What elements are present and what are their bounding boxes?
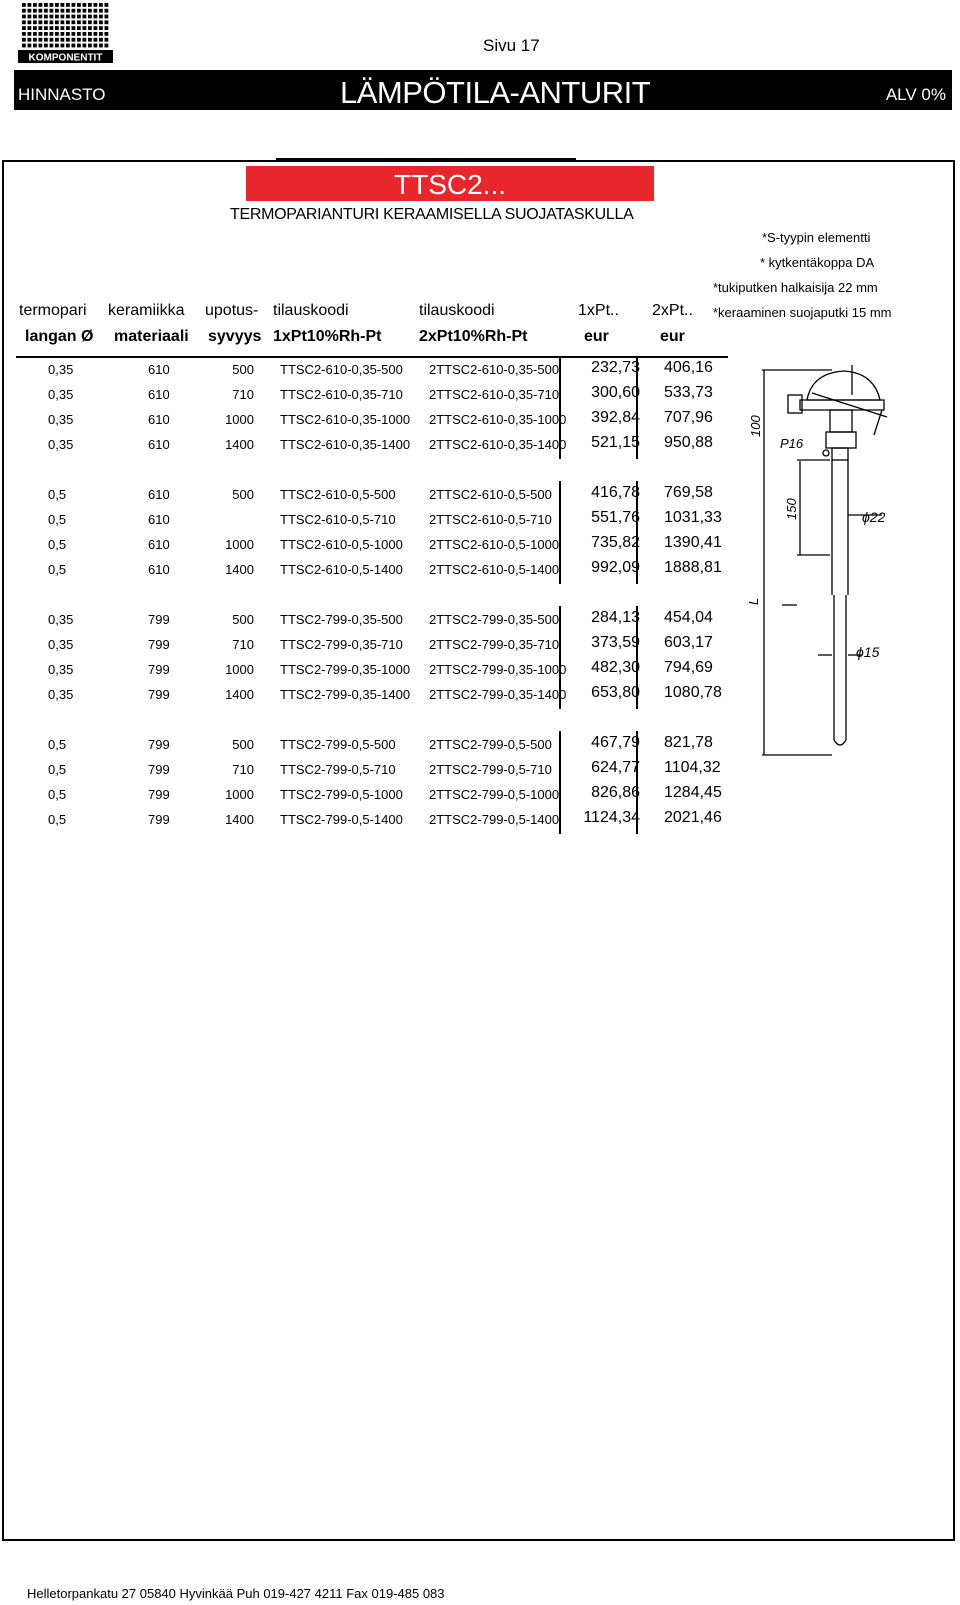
logo-dot — [72, 3, 76, 7]
logo-dot — [99, 15, 103, 19]
ceramic-material-cell: 799 — [148, 612, 170, 627]
logo-dot — [88, 20, 92, 24]
logo-dot — [39, 44, 43, 48]
logo-dot — [39, 26, 43, 30]
logo-dot — [83, 3, 87, 7]
logo-dot — [72, 32, 76, 36]
table-row — [0, 731, 760, 756]
logo-dot — [105, 44, 109, 48]
col-subheader-price2: eur — [660, 328, 685, 345]
logo-dot — [99, 20, 103, 24]
logo-dot — [28, 38, 32, 42]
ceramic-material-cell: 799 — [148, 737, 170, 752]
logo-dot — [44, 26, 48, 30]
price-double-cell: 454,04 — [664, 609, 713, 626]
logo-text: KOMPONENTIT — [28, 52, 103, 64]
logo-dot — [33, 9, 37, 13]
wire-diameter-cell: 0,35 — [48, 362, 74, 377]
insertion-depth-cell: 710 — [232, 762, 254, 777]
ceramic-material-cell: 610 — [148, 362, 170, 377]
table-row — [0, 606, 760, 631]
logo-dot — [61, 44, 65, 48]
logo-dot — [44, 9, 48, 13]
logo-dot — [88, 32, 92, 36]
order-code-single-cell: TTSC2-610-0,35-710 — [280, 387, 403, 402]
order-code-single-cell: TTSC2-610-0,5-1000 — [280, 537, 403, 552]
logo-dot — [28, 15, 32, 19]
logo-dot — [72, 15, 76, 19]
col-header-code2: tilauskoodi — [419, 302, 495, 319]
table-row — [0, 531, 760, 556]
logo-dot — [33, 3, 37, 7]
price-double-cell: 950,88 — [664, 434, 713, 451]
logo-dot — [33, 38, 37, 42]
insertion-depth-cell: 500 — [232, 737, 254, 752]
logo-dot — [55, 26, 59, 30]
logo-dot — [99, 38, 103, 42]
note-connection-head: * kytkentäkoppa DA — [760, 255, 875, 270]
logo-dot — [83, 26, 87, 30]
order-code-double-cell: 2TTSC2-610-0,5-1400 — [429, 562, 560, 577]
price-single-cell: 467,79 — [591, 734, 640, 751]
table-row — [0, 481, 760, 506]
logo-dot — [72, 9, 76, 13]
order-code-single-cell: TTSC2-610-0,5-500 — [280, 487, 396, 502]
logo-dot — [50, 26, 54, 30]
col-subheader-code2: 2xPt10%Rh-Pt — [419, 328, 528, 345]
logo-dot — [33, 26, 37, 30]
logo-dot — [55, 3, 59, 7]
order-code-single-cell: TTSC2-610-0,35-1400 — [280, 437, 411, 452]
logo-dot — [33, 15, 37, 19]
order-code-double-cell: 2TTSC2-799-0,35-710 — [429, 637, 560, 652]
table-row — [0, 781, 760, 806]
logo-dot — [77, 32, 81, 36]
order-code-single-cell: TTSC2-799-0,35-710 — [280, 637, 403, 652]
ceramic-material-cell: 799 — [148, 762, 170, 777]
logo-dot — [72, 20, 76, 24]
logo-dot — [39, 32, 43, 36]
logo-dot — [83, 38, 87, 42]
table-row — [0, 556, 760, 581]
order-code-single-cell: TTSC2-799-0,35-1400 — [280, 687, 411, 702]
logo-dot — [61, 20, 65, 24]
ceramic-material-cell: 799 — [148, 687, 170, 702]
price-double-cell: 1080,78 — [664, 684, 722, 701]
logo-dot — [28, 32, 32, 36]
dim-label-100: 100 — [748, 415, 763, 437]
logo-dot — [83, 44, 87, 48]
logo-dot — [94, 3, 98, 7]
price-double-cell: 707,96 — [664, 409, 713, 426]
company-logo — [18, 0, 113, 66]
table-row — [0, 656, 760, 681]
price-double-cell: 1284,45 — [664, 784, 722, 801]
order-code-single-cell: TTSC2-610-0,35-1000 — [280, 412, 411, 427]
logo-dot — [22, 32, 26, 36]
dim-label-l: L — [746, 597, 761, 605]
insertion-depth-cell: 500 — [232, 487, 254, 502]
price-single-cell: 392,84 — [591, 409, 640, 426]
price-double-cell: 2021,46 — [664, 809, 722, 826]
ceramic-material-cell: 799 — [148, 812, 170, 827]
order-code-single-cell: TTSC2-799-0,5-710 — [280, 762, 396, 777]
ceramic-material-cell: 610 — [148, 437, 170, 452]
col-subheader-wire: langan Ø — [25, 328, 94, 345]
price-double-cell: 533,73 — [664, 384, 713, 401]
logo-dot — [105, 38, 109, 42]
order-code-double-cell: 2TTSC2-799-0,5-1000 — [429, 787, 560, 802]
logo-dot — [50, 44, 54, 48]
ceramic-material-cell: 799 — [148, 662, 170, 677]
logo-dot — [66, 44, 70, 48]
insertion-depth-cell: 1000 — [225, 787, 254, 802]
logo-dot — [72, 26, 76, 30]
logo-dot — [39, 9, 43, 13]
logo-dot — [28, 9, 32, 13]
price-single-cell: 826,86 — [591, 784, 640, 801]
insertion-depth-cell: 1000 — [225, 412, 254, 427]
logo-dot — [94, 32, 98, 36]
table-row — [0, 806, 760, 831]
logo-dot — [22, 15, 26, 19]
logo-dot — [94, 9, 98, 13]
logo-dot — [77, 20, 81, 24]
logo-dot — [99, 32, 103, 36]
note-element-type: *S-tyypin elementti — [762, 230, 871, 245]
ceramic-material-cell: 610 — [148, 562, 170, 577]
price-single-cell: 482,30 — [591, 659, 640, 676]
logo-dot — [66, 9, 70, 13]
ceramic-material-cell: 610 — [148, 387, 170, 402]
logo-dot — [55, 20, 59, 24]
price-single-cell: 284,13 — [591, 609, 640, 626]
logo-dot — [88, 38, 92, 42]
logo-dot — [105, 3, 109, 7]
logo-dot — [61, 9, 65, 13]
price-single-cell: 521,15 — [591, 434, 640, 451]
logo-dot — [44, 38, 48, 42]
logo-dot — [99, 9, 103, 13]
logo-dot — [44, 44, 48, 48]
price-double-cell: 603,17 — [664, 634, 713, 651]
logo-dot — [50, 3, 54, 7]
ceramic-material-cell: 610 — [148, 512, 170, 527]
logo-dot — [88, 3, 92, 7]
logo-dot — [61, 26, 65, 30]
logo-dot — [94, 38, 98, 42]
col-subheader-ceramic: materiaali — [114, 328, 189, 345]
logo-dot — [66, 3, 70, 7]
order-code-double-cell: 2TTSC2-799-0,35-1400 — [429, 687, 567, 702]
order-code-single-cell: TTSC2-610-0,5-1400 — [280, 562, 403, 577]
logo-dot — [55, 9, 59, 13]
logo-dot — [44, 32, 48, 36]
col-header-price2: 2xPt.. — [652, 302, 693, 319]
logo-dot — [44, 20, 48, 24]
logo-dot — [77, 44, 81, 48]
logo-dot — [105, 32, 109, 36]
price-single-cell: 653,80 — [591, 684, 640, 701]
wire-diameter-cell: 0,5 — [48, 537, 67, 552]
price-single-cell: 300,60 — [591, 384, 640, 401]
wire-diameter-cell: 0,5 — [48, 762, 67, 777]
logo-dot — [83, 15, 87, 19]
logo-dot — [94, 15, 98, 19]
logo-dot — [77, 3, 81, 7]
logo-dot — [105, 9, 109, 13]
wire-diameter-cell: 0,5 — [48, 562, 67, 577]
logo-dot — [44, 3, 48, 7]
dim-label-d22: ϕ22 — [862, 509, 886, 525]
logo-dot — [50, 15, 54, 19]
col-subheader-price1: eur — [584, 328, 609, 345]
insertion-depth-cell: 1400 — [225, 562, 254, 577]
order-code-single-cell: TTSC2-799-0,35-1000 — [280, 662, 411, 677]
logo-dot — [44, 15, 48, 19]
page-number: Sivu 17 — [483, 36, 540, 55]
logo-dot — [66, 15, 70, 19]
logo-dot — [66, 32, 70, 36]
ceramic-material-cell: 610 — [148, 537, 170, 552]
dim-label-150: 150 — [784, 498, 799, 520]
price-single-cell: 1124,34 — [583, 809, 640, 826]
logo-dot — [39, 20, 43, 24]
logo-dot — [94, 44, 98, 48]
ceramic-material-cell: 610 — [148, 412, 170, 427]
header-bar — [14, 70, 952, 110]
order-code-double-cell: 2TTSC2-610-0,5-500 — [429, 487, 552, 502]
order-code-double-cell: 2TTSC2-610-0,35-1000 — [429, 412, 567, 427]
insertion-depth-cell: 1400 — [225, 687, 254, 702]
logo-dot — [22, 26, 26, 30]
price-double-cell: 821,78 — [664, 734, 713, 751]
table-row — [0, 756, 760, 781]
logo-dot — [22, 3, 26, 7]
logo-dot — [39, 15, 43, 19]
table-row — [0, 356, 760, 381]
price-double-cell: 769,58 — [664, 484, 713, 501]
insertion-depth-cell: 1400 — [225, 812, 254, 827]
price-double-cell: 1031,33 — [664, 509, 722, 526]
logo-dot — [77, 9, 81, 13]
wire-diameter-cell: 0,35 — [48, 662, 74, 677]
order-code-single-cell: TTSC2-799-0,5-1400 — [280, 812, 403, 827]
logo-dot — [99, 26, 103, 30]
logo-dot — [55, 15, 59, 19]
wire-diameter-cell: 0,5 — [48, 512, 67, 527]
ceramic-material-cell: 610 — [148, 487, 170, 502]
wire-diameter-cell: 0,5 — [48, 487, 67, 502]
product-code-banner: TTSC2... — [246, 166, 654, 201]
page-title: LÄMPÖTILA-ANTURIT — [340, 75, 651, 110]
price-single-cell: 232,73 — [591, 359, 640, 376]
logo-dot — [94, 26, 98, 30]
logo-dot — [105, 15, 109, 19]
logo-dot — [88, 44, 92, 48]
logo-dot — [61, 15, 65, 19]
wire-diameter-cell: 0,5 — [48, 812, 67, 827]
logo-dot — [33, 20, 37, 24]
col-header-depth: upotus- — [205, 302, 259, 319]
logo-dot — [39, 38, 43, 42]
logo-dot — [94, 20, 98, 24]
order-code-single-cell: TTSC2-799-0,5-1000 — [280, 787, 403, 802]
wire-diameter-cell: 0,35 — [48, 612, 74, 627]
logo-dot — [28, 26, 32, 30]
logo-dot — [66, 26, 70, 30]
insertion-depth-cell: 1000 — [225, 537, 254, 552]
order-code-double-cell: 2TTSC2-610-0,35-710 — [429, 387, 560, 402]
order-code-double-cell: 2TTSC2-799-0,5-1400 — [429, 812, 560, 827]
header-left-label: HINNASTO — [18, 85, 106, 104]
logo-dot — [88, 15, 92, 19]
col-header-ceramic: keramiikka — [108, 302, 185, 319]
price-single-cell: 416,78 — [591, 484, 640, 501]
order-code-double-cell: 2TTSC2-610-0,5-710 — [429, 512, 552, 527]
logo-dot — [88, 9, 92, 13]
logo-dot — [28, 3, 32, 7]
order-code-double-cell: 2TTSC2-610-0,5-1000 — [429, 537, 560, 552]
price-double-cell: 406,16 — [664, 359, 713, 376]
logo-dot — [28, 44, 32, 48]
price-double-cell: 1104,32 — [664, 759, 721, 776]
logo-dot — [77, 15, 81, 19]
logo-dot — [61, 32, 65, 36]
logo-dot — [66, 20, 70, 24]
logo-dot — [22, 20, 26, 24]
wire-diameter-cell: 0,35 — [48, 412, 74, 427]
logo-dot — [22, 44, 26, 48]
note-ceramic-tube: *keraaminen suojaputki 15 mm — [713, 305, 892, 320]
wire-diameter-cell: 0,5 — [48, 737, 67, 752]
dim-label-p16: P16 — [780, 436, 804, 451]
logo-dot — [83, 20, 87, 24]
logo-dot — [72, 38, 76, 42]
logo-dot — [61, 38, 65, 42]
logo-dot — [105, 20, 109, 24]
price-single-cell: 735,82 — [591, 534, 640, 551]
order-code-double-cell: 2TTSC2-610-0,35-500 — [429, 362, 560, 377]
wire-diameter-cell: 0,35 — [48, 637, 74, 652]
logo-dot — [83, 32, 87, 36]
dim-label-d15: ϕ15 — [856, 644, 880, 660]
order-code-single-cell: TTSC2-610-0,35-500 — [280, 362, 403, 377]
product-subtitle: TERMOPARIANTURI KERAAMISELLA SUOJATASKULLA — [230, 206, 634, 223]
wire-diameter-cell: 0,35 — [48, 387, 74, 402]
insertion-depth-cell: 1400 — [225, 437, 254, 452]
insertion-depth-cell: 500 — [232, 362, 254, 377]
wire-diameter-cell: 0,35 — [48, 437, 74, 452]
insertion-depth-cell: 710 — [232, 637, 254, 652]
logo-dot — [22, 38, 26, 42]
logo-dot — [77, 26, 81, 30]
insertion-depth-cell: 710 — [232, 387, 254, 402]
price-double-cell: 794,69 — [664, 659, 713, 676]
logo-dot — [33, 44, 37, 48]
col-subheader-depth: syvyys — [208, 328, 262, 345]
logo-dot — [28, 20, 32, 24]
logo-dot — [55, 44, 59, 48]
logo-dot — [88, 26, 92, 30]
logo-dot — [55, 38, 59, 42]
order-code-double-cell: 2TTSC2-799-0,35-500 — [429, 612, 560, 627]
wire-diameter-cell: 0,35 — [48, 687, 74, 702]
order-code-double-cell: 2TTSC2-799-0,5-500 — [429, 737, 552, 752]
logo-dot — [66, 38, 70, 42]
order-code-double-cell: 2TTSC2-610-0,35-1400 — [429, 437, 567, 452]
logo-dot — [72, 44, 76, 48]
footer-address: Helletorpankatu 27 05840 Hyvinkää Puh 019-427 4211 Fax 019-485 083 — [27, 1586, 445, 1601]
logo-dot — [33, 32, 37, 36]
price-double-cell: 1888,81 — [664, 559, 722, 576]
price-single-cell: 992,09 — [591, 559, 640, 576]
price-single-cell: 624,77 — [591, 759, 640, 776]
col-subheader-code1: 1xPt10%Rh-Pt — [273, 328, 382, 345]
logo-dot — [50, 9, 54, 13]
logo-dot — [50, 38, 54, 42]
col-header-wire: termopari — [19, 302, 87, 319]
col-header-price1: 1xPt.. — [578, 302, 619, 319]
title-top-rule — [276, 158, 576, 161]
order-code-single-cell: TTSC2-610-0,5-710 — [280, 512, 396, 527]
insertion-depth-cell: 1000 — [225, 662, 254, 677]
order-code-single-cell: TTSC2-799-0,35-500 — [280, 612, 403, 627]
price-single-cell: 373,59 — [591, 634, 640, 651]
table-row — [0, 506, 760, 531]
table-row — [0, 681, 760, 706]
wire-diameter-cell: 0,5 — [48, 787, 67, 802]
table-row — [0, 381, 760, 406]
col-header-code1: tilauskoodi — [273, 302, 349, 319]
price-double-cell: 1390,41 — [664, 534, 722, 551]
order-code-double-cell: 2TTSC2-799-0,5-710 — [429, 762, 552, 777]
ceramic-material-cell: 799 — [148, 637, 170, 652]
logo-dot — [61, 3, 65, 7]
insertion-depth-cell: 500 — [232, 612, 254, 627]
logo-dot — [50, 20, 54, 24]
ceramic-material-cell: 799 — [148, 787, 170, 802]
thermocouple-drawing — [746, 365, 952, 765]
table-row — [0, 406, 760, 431]
logo-dot — [39, 3, 43, 7]
logo-dot — [83, 9, 87, 13]
note-support-tube: *tukiputken halkaisija 22 mm — [713, 280, 878, 295]
logo-dot — [55, 32, 59, 36]
logo-dot — [50, 32, 54, 36]
table-row — [0, 631, 760, 656]
price-single-cell: 551,76 — [591, 509, 640, 526]
logo-dot — [105, 26, 109, 30]
logo-dot — [22, 9, 26, 13]
order-code-single-cell: TTSC2-799-0,5-500 — [280, 737, 396, 752]
logo-dot — [99, 3, 103, 7]
logo-dot — [99, 44, 103, 48]
table-row — [0, 431, 760, 456]
order-code-double-cell: 2TTSC2-799-0,35-1000 — [429, 662, 567, 677]
logo-dot — [77, 38, 81, 42]
header-vat-label: ALV 0% — [885, 85, 946, 104]
